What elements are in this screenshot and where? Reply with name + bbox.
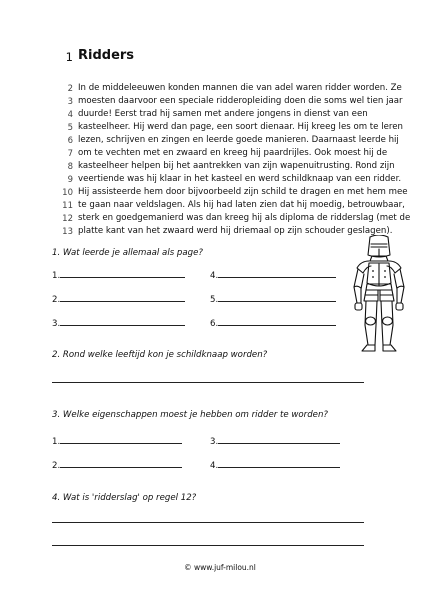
answer-field[interactable] [52, 292, 185, 305]
line-number: 9 [67, 175, 73, 185]
answer-number: 2. [52, 461, 61, 471]
text-line: moesten daarvoor een speciale ridderopleiding doen die soms wel tien jaar [78, 96, 403, 106]
answer-field[interactable] [210, 268, 336, 281]
answer-field[interactable] [210, 292, 336, 305]
answer-field[interactable] [210, 434, 340, 447]
question-4: 4. Wat is 'ridderslag' op regel 12? [52, 493, 197, 503]
page-title: Ridders [78, 48, 135, 63]
question-1: 1. Wat leerde je allemaal als page? [52, 248, 203, 258]
text-line: Hij assisteerde hem door bijvoorbeeld zijn schild te dragen en met hem mee [78, 187, 408, 197]
line-number: 4 [67, 110, 73, 120]
line-number: 6 [67, 136, 73, 146]
answer-field[interactable] [52, 316, 185, 329]
answer-line[interactable] [52, 545, 364, 546]
line-number: 5 [67, 123, 73, 133]
line-number: 12 [62, 214, 73, 224]
line-number: 10 [62, 188, 73, 198]
answer-line[interactable] [52, 382, 364, 383]
answer-number: 3. [52, 319, 61, 329]
line-number: 2 [67, 84, 73, 94]
text-line: kasteelheer. Hij werd dan page, een soort dienaar. Hij kreeg les om te leren [78, 122, 403, 132]
answer-number: 3. [210, 437, 219, 447]
answer-number: 2. [52, 295, 61, 305]
text-line: veertiende was hij klaar in het kasteel en werd schildknaap van een ridder. [78, 174, 402, 184]
text-line: In de middeleeuwen konden mannen die van adel waren ridder worden. Ze [78, 83, 402, 93]
answer-number: 4. [210, 461, 219, 471]
question-3: 3. Welke eigenschappen moest je hebben om ridder te worden? [52, 410, 328, 420]
answer-number: 5. [210, 295, 219, 305]
text-line: sterk en goedgemanierd was dan kreeg hij als diploma de ridderslag (met de [78, 213, 411, 223]
text-line: kasteelheer helpen bij het aantrekken van zijn wapenuitrusting. Rond zijn [78, 161, 395, 171]
text-line: duurde! Eerst trad hij samen met andere jongens in dienst van een [78, 109, 368, 119]
answer-field[interactable] [52, 268, 185, 281]
answer-number: 1. [52, 271, 61, 281]
line-number: 7 [67, 149, 73, 159]
text-line: lezen, schrijven en zingen en leerde goede manieren. Daarnaast leerde hij [78, 135, 399, 145]
title-number: 1 [65, 50, 73, 64]
line-number: 13 [62, 227, 73, 237]
answer-line[interactable] [52, 522, 364, 523]
answer-number: 1. [52, 437, 61, 447]
answer-field[interactable] [52, 458, 182, 471]
knight-armor-illustration [345, 235, 413, 355]
footer-copyright: © www.juf-milou.nl [184, 563, 256, 572]
text-line: platte kant van het zwaard werd hij driemaal op zijn schouder geslagen). [78, 226, 393, 236]
question-2: 2. Rond welke leeftijd kon je schildknaap worden? [52, 350, 268, 360]
text-line: om te vechten met en zwaard en kreeg hij paardrijles. Ook moest hij de [78, 148, 388, 158]
line-number: 8 [67, 162, 73, 172]
text-line: te gaan naar veldslagen. Als hij had laten zien dat hij moedig, betrouwbaar, [78, 200, 405, 210]
answer-number: 6. [210, 319, 219, 329]
answer-field[interactable] [210, 458, 340, 471]
answer-field[interactable] [52, 434, 182, 447]
line-number: 3 [67, 97, 73, 107]
answer-number: 4. [210, 271, 219, 281]
answer-field[interactable] [210, 316, 336, 329]
line-number: 11 [62, 201, 73, 211]
